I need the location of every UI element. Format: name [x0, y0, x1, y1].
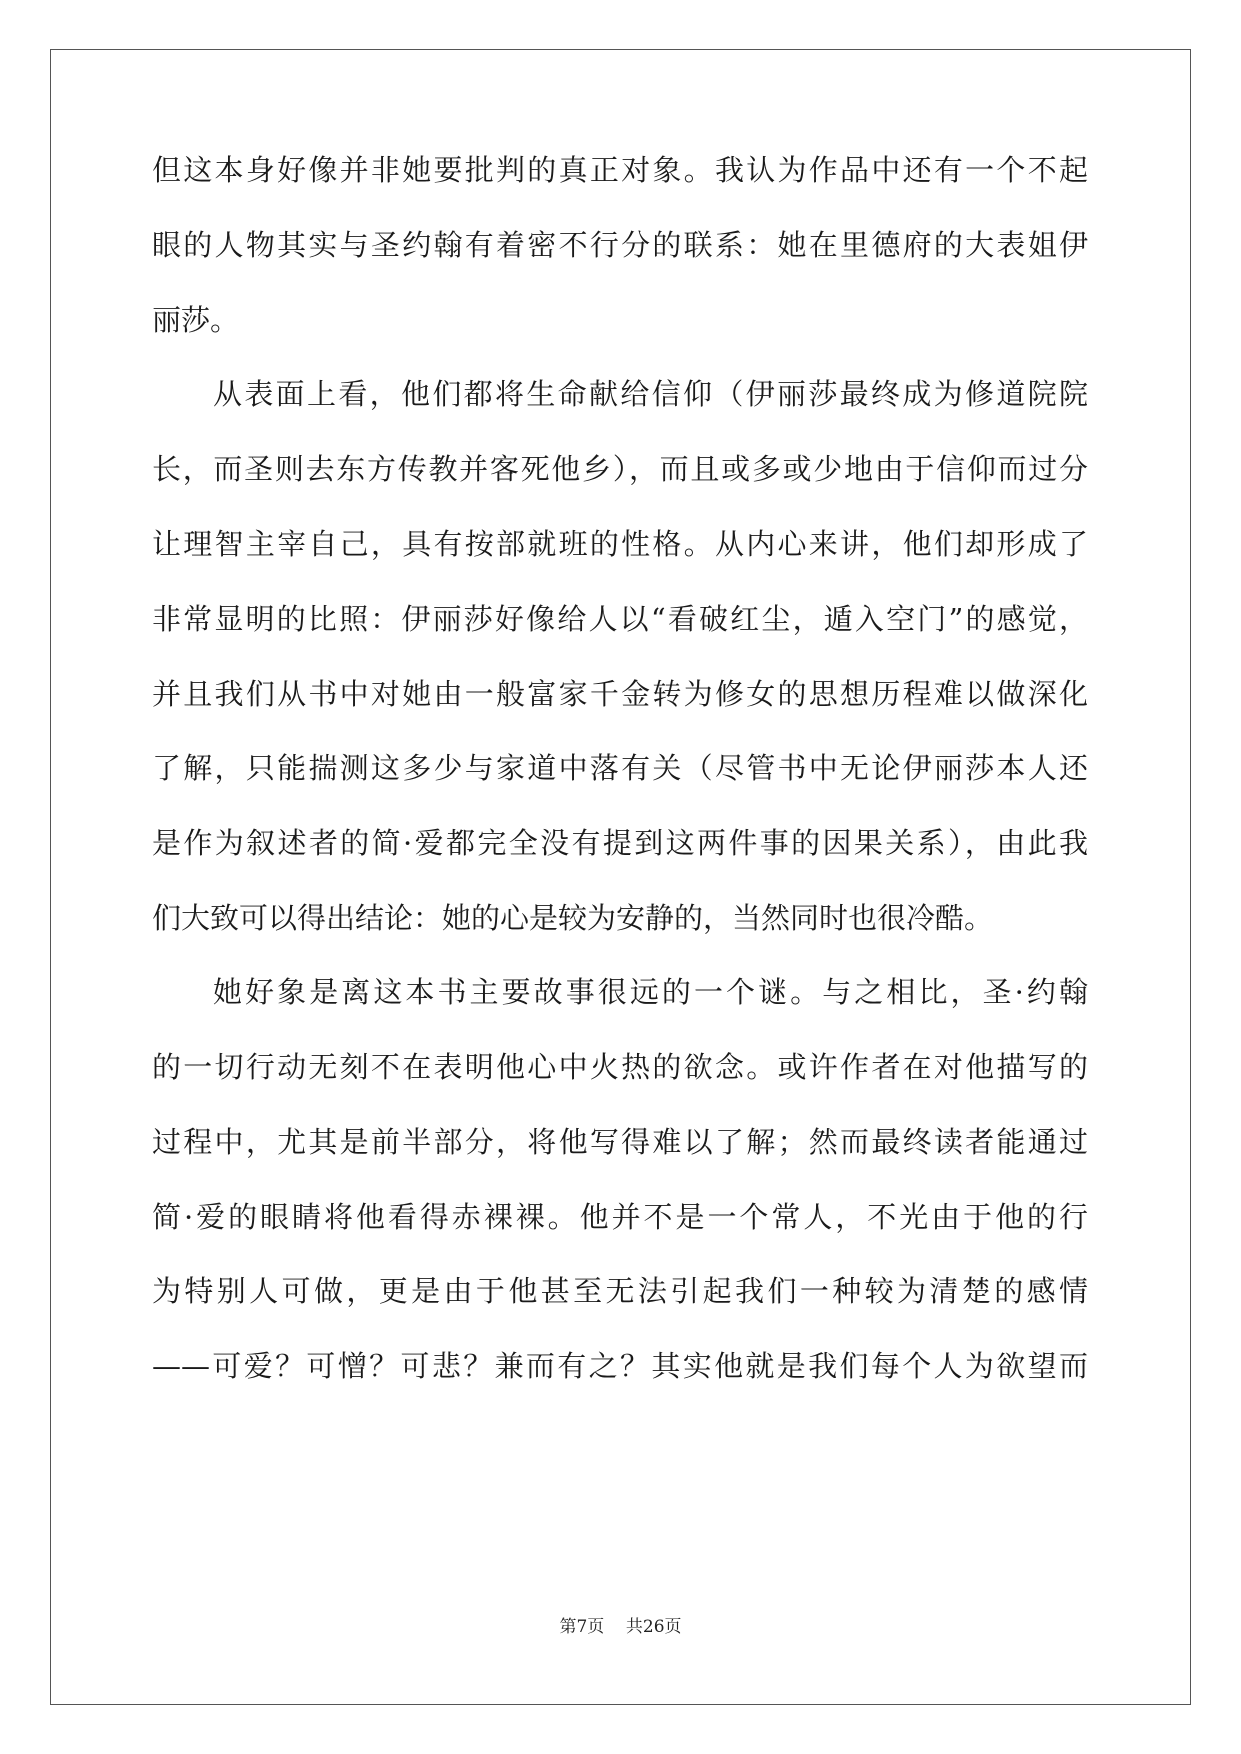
text-line-1: 但这本身好像并非她要批判的真正对象。我认为作品中还有一个不起 — [152, 153, 1088, 187]
text-line-13: 的一切行动无刻不在表明他心中火热的欲念。或许作者在对他描写的 — [152, 1050, 1088, 1084]
text-line-10: 是作为叙述者的简·爱都完全没有提到这两件事的因果关系），由此我 — [152, 826, 1088, 860]
text-line-14: 过程中，尤其是前半部分，将他写得难以了解；然而最终读者能通过 — [152, 1125, 1088, 1159]
text-line-9: 了解，只能揣测这多少与家道中落有关（尽管书中无论伊丽莎本人还 — [152, 751, 1088, 785]
text-line-3: 丽莎。 — [152, 303, 240, 337]
text-line-8: 并且我们从书中对她由一般富家千金转为修女的思想历程难以做深化 — [152, 677, 1088, 711]
text-line-4: 从表面上看，他们都将生命献给信仰（伊丽莎最终成为修道院院 — [213, 377, 1088, 411]
text-line-15: 简·爱的眼睛将他看得赤裸裸。他并不是一个常人，不光由于他的行 — [152, 1200, 1088, 1234]
page-number-footer: 第7页 共26页 — [559, 1617, 682, 1637]
text-line-7: 非常显明的比照：伊丽莎好像给人以“看破红尘，遁入空门”的感觉， — [152, 602, 1088, 636]
text-line-5: 长，而圣则去东方传教并客死他乡），而且或多或少地由于信仰而过分 — [152, 452, 1088, 486]
text-line-6: 让理智主宰自己，具有按部就班的性格。从内心来讲，他们却形成了 — [152, 527, 1088, 561]
text-line-11: 们大致可以得出结论：她的心是较为安静的，当然同时也很冷酷。 — [152, 901, 994, 935]
text-line-2: 眼的人物其实与圣约翰有着密不行分的联系：她在里德府的大表姐伊 — [152, 228, 1088, 262]
text-line-16: 为特别人可做，更是由于他甚至无法引起我们一种较为清楚的感情 — [152, 1274, 1088, 1308]
text-line-17: ——可爱？可憎？可悲？兼而有之？其实他就是我们每个人为欲望而 — [152, 1349, 1088, 1383]
text-line-12: 她好象是离这本书主要故事很远的一个谜。与之相比，圣·约翰 — [213, 975, 1088, 1009]
